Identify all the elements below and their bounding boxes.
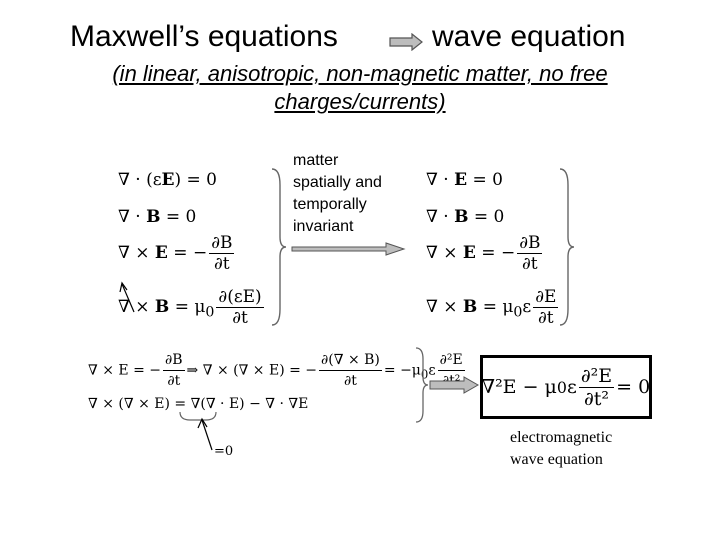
left-eq-3: ∇ × E = − $\frac{\partial B}{\partial t}$ <box>118 233 233 274</box>
left-eq-2: ∇ · B = 0 <box>118 207 197 227</box>
left-brace-icon <box>268 165 288 330</box>
transform-arrow-icon <box>290 241 408 257</box>
annotation-arrow-icon <box>118 280 138 314</box>
title-left: Maxwell’s equations <box>70 20 338 53</box>
subtitle: (in linear, anisotropic, non-magnetic matter, no free charges/currents) <box>112 61 608 114</box>
right-eq-1: ∇ · E = 0 <box>426 170 503 190</box>
result-arrow-icon <box>428 376 480 394</box>
result-caption: electromagnetic wave equation <box>510 429 613 468</box>
wave-equation-box: ∇²E − μ 0 ε $\frac{\text{∂²E}}{\text{∂t²}}$ = 0 <box>480 355 652 419</box>
right-eq-4: ∇ × $B = \mu_0\varepsilon$ $\frac{\partial E}{\partial t}$ <box>426 287 557 328</box>
title-arrow-icon <box>388 33 424 51</box>
left-eq-1: ∇ · (εE) = 0 <box>118 170 217 190</box>
derivation-row-1: ∇ × E = − $\frac{\partial B}{\partial t}$ ⇒ ∇ × (∇ × E) = − $\frac{\partial(\nabla \times B)}{\partial t}$ = $-\mu_0\varepsilon$ ∂²E <box>88 352 463 389</box>
right-eq-3: ∇ × E = − $\frac{\partial B}{\partial t}$ <box>426 233 541 274</box>
right-brace-icon <box>556 165 578 330</box>
derivation-row-2: ∇ × (∇ × E) = ∇(∇ · E) − ∇ · ∇E <box>88 396 309 412</box>
left-eq-4: ∇ × $B = \mu_0$ $\frac{\partial(\varepsilon E)}{\partial t}$ <box>118 287 262 328</box>
title-right: wave equation <box>432 20 626 53</box>
right-eq-2: ∇ · B = 0 <box>426 207 505 227</box>
zero-label: =0 <box>214 444 234 459</box>
assumption-note: matter spatially and temporally invariant <box>293 152 382 235</box>
